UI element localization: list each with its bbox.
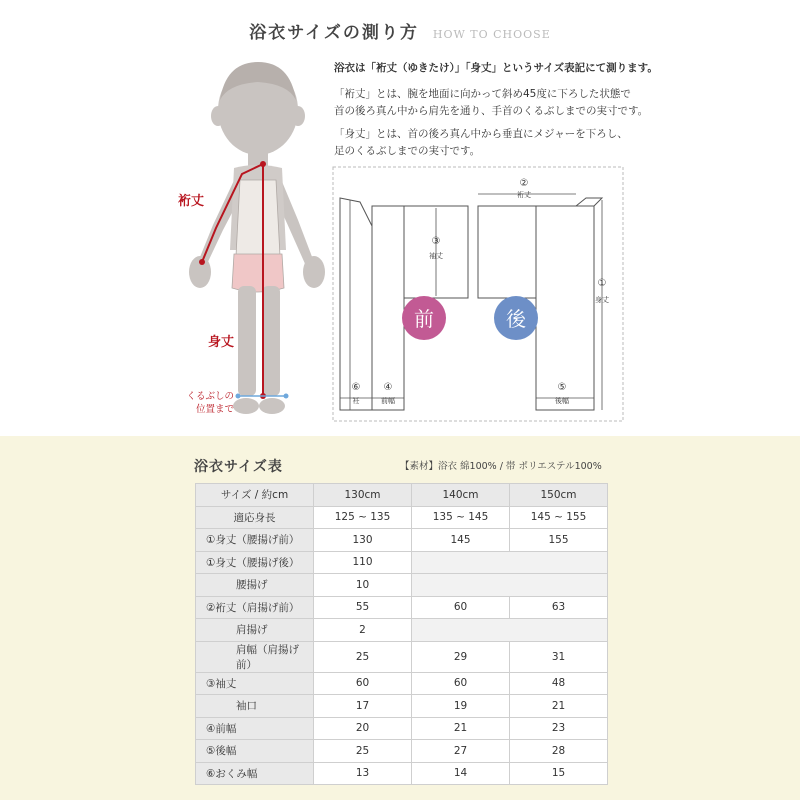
table-cell: 25 <box>314 740 412 763</box>
table-row <box>196 717 608 740</box>
description-lead: 浴衣は「裄丈（ゆきたけ）」「身丈」というサイズ表記にて測ります。 <box>334 62 658 74</box>
table-row <box>196 619 608 642</box>
table-cell: 25 <box>314 641 412 672</box>
title-jp: 浴衣サイズの測り方 <box>249 23 419 43</box>
diagram-label-1: 身丈 <box>595 296 609 304</box>
table-cell: 2 <box>314 619 412 642</box>
ankle-note <box>162 390 234 416</box>
diagram-label-6: 衽 <box>352 397 360 405</box>
child-figure <box>168 50 338 430</box>
row-label: 肩揚げ <box>196 619 314 642</box>
front-panel-collar <box>340 198 372 410</box>
ankle-note-line1: くるぶしの <box>186 391 234 402</box>
figure-underwear <box>232 254 284 292</box>
row-label: ②裄丈（肩揚げ前） <box>196 596 314 619</box>
description-mitake-line1: 「身丈」とは、首の後ろ真ん中から垂直にメジャーを下ろし、 <box>334 128 628 140</box>
table-cell: 155 <box>510 529 608 552</box>
table-cell: 27 <box>412 740 510 763</box>
back-panel-body <box>536 206 594 410</box>
row-label: ⑤後幅 <box>196 740 314 763</box>
table-cell: 63 <box>510 596 608 619</box>
figure-right-leg <box>262 286 280 396</box>
description-yuki-line1: 「裄丈」とは、腕を地面に向かって斜め45度に下ろした状態で <box>334 88 631 100</box>
back-sleeve <box>478 206 536 298</box>
table-cell: 60 <box>314 672 412 695</box>
table-row <box>196 672 608 695</box>
row-label: 適応身長 <box>196 506 314 529</box>
header-cell: 130cm <box>314 484 412 507</box>
title-en: HOW TO CHOOSE <box>432 28 551 41</box>
table-row <box>196 551 608 574</box>
table-cell-empty <box>412 574 608 597</box>
row-label: 腰揚げ <box>196 574 314 597</box>
ankle-note-line2: 位置まで <box>195 404 234 415</box>
row-label: ①身丈（腰揚げ前） <box>196 529 314 552</box>
row-label: ①身丈（腰揚げ後） <box>196 551 314 574</box>
figure-right-hand <box>303 256 325 288</box>
diagram-num-4: ④ <box>383 382 393 393</box>
table-cell: 23 <box>510 717 608 740</box>
description-yuki-line2: 首の後ろ真ん中から肩先を通り、手首のくるぶしまでの実寸です。 <box>334 105 649 117</box>
description-yuki <box>334 86 784 120</box>
diagram-num-2: ② <box>519 178 529 189</box>
header-cell: サイズ / 約cm <box>196 484 314 507</box>
header-cell: 150cm <box>510 484 608 507</box>
table-cell: 28 <box>510 740 608 763</box>
row-label: ④前幅 <box>196 717 314 740</box>
diagram-num-6: ⑥ <box>351 382 361 393</box>
material-note: 【素材】浴衣 綿100% / 帯 ポリエステル100% <box>400 461 602 472</box>
table-cell-empty <box>412 551 608 574</box>
table-cell: 21 <box>510 695 608 718</box>
diagram-num-1: ① <box>597 278 607 289</box>
table-cell: 20 <box>314 717 412 740</box>
description-mitake <box>334 126 784 160</box>
diagram-label-2: 裄丈 <box>517 191 531 199</box>
figure-left-leg <box>238 286 256 396</box>
table-cell: 14 <box>412 762 510 785</box>
table-cell: 60 <box>412 596 510 619</box>
table-cell: 125 ~ 135 <box>314 506 412 529</box>
back-badge-label: 後 <box>506 307 526 331</box>
table-row <box>196 529 608 552</box>
table-cell: 19 <box>412 695 510 718</box>
table-row <box>196 762 608 785</box>
diagram-num-5: ⑤ <box>557 382 567 393</box>
table-cell: 145 <box>412 529 510 552</box>
table-cell: 145 ~ 155 <box>510 506 608 529</box>
table-cell-empty <box>412 619 608 642</box>
table-row <box>196 695 608 718</box>
table-row <box>196 641 608 672</box>
front-panel-body <box>372 206 404 410</box>
page-title <box>0 18 800 43</box>
table-cell: 29 <box>412 641 510 672</box>
header-cell: 140cm <box>412 484 510 507</box>
table-row <box>196 506 608 529</box>
size-table <box>195 483 608 785</box>
table-cell: 17 <box>314 695 412 718</box>
table-cell: 135 ~ 145 <box>412 506 510 529</box>
description <box>334 60 784 166</box>
diagram-label-4: 前幅 <box>381 397 395 405</box>
table-row <box>196 740 608 763</box>
mitake-label: 身丈 <box>208 335 235 350</box>
row-label: 袖口 <box>196 695 314 718</box>
size-table-title: 浴衣サイズ表 <box>194 459 283 475</box>
yuki-label: 裄丈 <box>178 194 205 209</box>
table-cell: 21 <box>412 717 510 740</box>
table-cell: 110 <box>314 551 412 574</box>
table-cell: 15 <box>510 762 608 785</box>
diagram-label-3: 袖丈 <box>429 252 443 260</box>
table-row <box>196 574 608 597</box>
size-table-header-row <box>196 484 608 507</box>
table-cell: 130 <box>314 529 412 552</box>
diagram-num-3: ③ <box>431 236 441 247</box>
table-row <box>196 596 608 619</box>
table-cell: 60 <box>412 672 510 695</box>
row-label: 肩幅（肩揚げ前） <box>196 641 314 672</box>
diagram-label-5: 後幅 <box>555 397 569 405</box>
front-badge-label: 前 <box>414 307 434 331</box>
table-cell: 55 <box>314 596 412 619</box>
yukata-diagram <box>332 166 624 422</box>
row-label: ⑥おくみ幅 <box>196 762 314 785</box>
figure-camisole <box>236 180 280 256</box>
row-label: ③袖丈 <box>196 672 314 695</box>
description-mitake-line2: 足のくるぶしまでの実寸です。 <box>334 145 481 157</box>
table-cell: 31 <box>510 641 608 672</box>
table-cell: 48 <box>510 672 608 695</box>
table-cell: 10 <box>314 574 412 597</box>
table-cell: 13 <box>314 762 412 785</box>
